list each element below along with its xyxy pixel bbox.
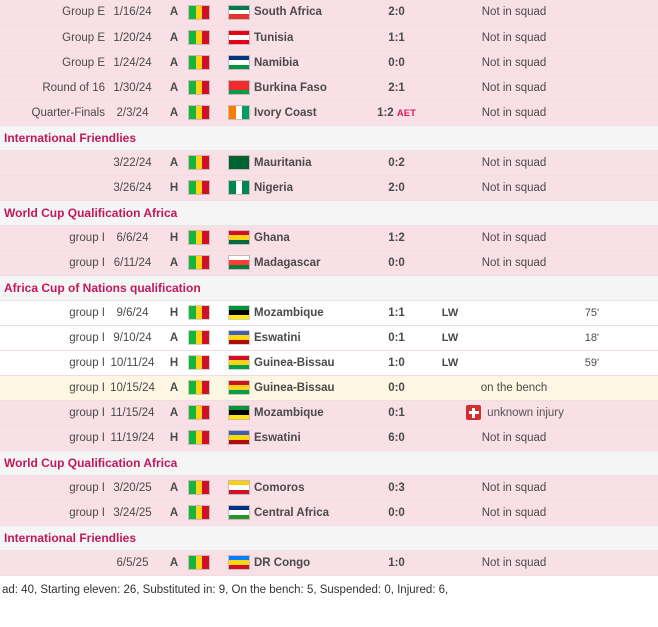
- opponent-flag-cell: [228, 100, 254, 125]
- table-row[interactable]: [0, 250, 658, 275]
- stat-cell-n1: [471, 300, 493, 325]
- madagascar-flag: [228, 255, 250, 270]
- competition-cell: group I: [0, 300, 105, 325]
- competition-cell: group I: [0, 350, 105, 375]
- date-cell: 1/30/24: [105, 75, 160, 100]
- notes-cell: [599, 550, 658, 575]
- table-row[interactable]: [0, 0, 658, 25]
- opponent-flag-cell: [228, 0, 254, 25]
- mali-flag: [188, 30, 210, 45]
- result-cell[interactable]: [364, 400, 429, 425]
- date-cell: 3/22/24: [105, 150, 160, 175]
- date-cell: 3/20/25: [105, 475, 160, 500]
- table-row[interactable]: [0, 375, 658, 400]
- opponent-flag-cell: [228, 400, 254, 425]
- result-score: 1:2: [377, 106, 394, 119]
- opponent-flag-cell: [228, 475, 254, 500]
- home-away-cell: A: [160, 0, 188, 25]
- mali-flag: [188, 430, 210, 445]
- opponent-link[interactable]: South Africa: [254, 0, 364, 25]
- table-row[interactable]: [0, 300, 658, 325]
- home-away-cell: A: [160, 400, 188, 425]
- result-cell[interactable]: [364, 250, 429, 275]
- home-away-cell: A: [160, 25, 188, 50]
- competition-cell: group I: [0, 475, 105, 500]
- table-row[interactable]: [0, 75, 658, 100]
- opponent-link[interactable]: Central Africa: [254, 500, 364, 525]
- result-cell[interactable]: [364, 150, 429, 175]
- date-cell: 6/5/25: [105, 550, 160, 575]
- mali-flag: [188, 105, 210, 120]
- notes-cell: [599, 250, 658, 275]
- table-row[interactable]: [0, 550, 658, 575]
- mali-flag: [188, 80, 210, 95]
- opponent-link[interactable]: Nigeria: [254, 175, 364, 200]
- result-score: 1:1: [388, 31, 405, 44]
- team-flag-cell: [188, 150, 228, 175]
- competition-cell: Group E: [0, 25, 105, 50]
- home-away-cell: H: [160, 350, 188, 375]
- notes-cell: [599, 425, 658, 450]
- date-cell: 10/11/24: [105, 350, 160, 375]
- competition-cell: group I: [0, 500, 105, 525]
- team-flag-cell: [188, 250, 228, 275]
- status-note-cell: Not in squad: [429, 75, 599, 100]
- competition-section-header: [0, 125, 658, 150]
- home-away-cell: A: [160, 75, 188, 100]
- mozambique-flag: [228, 305, 250, 320]
- team-flag-cell: [188, 325, 228, 350]
- status-note-cell: Not in squad: [429, 150, 599, 175]
- result-cell[interactable]: [364, 325, 429, 350]
- status-note-cell: Not in squad: [429, 500, 599, 525]
- result-score: 1:0: [388, 556, 405, 569]
- team-flag-cell: [188, 550, 228, 575]
- home-away-cell: H: [160, 425, 188, 450]
- competition-cell: group I: [0, 325, 105, 350]
- notes-cell: [599, 75, 658, 100]
- nigeria-flag: [228, 180, 250, 195]
- position-cell: LW: [429, 350, 471, 375]
- result-cell[interactable]: [364, 175, 429, 200]
- status-note-cell: Not in squad: [429, 250, 599, 275]
- date-cell: 1/24/24: [105, 50, 160, 75]
- status-note-cell: Not in squad: [429, 225, 599, 250]
- stat-cell-n3: [515, 325, 537, 350]
- summary-text: ad: 40, Starting eleven: 26, Substituted in: 9, On the bench: 5, Suspended: 0, Injured: 6,: [2, 583, 449, 596]
- status-note-cell: on the bench: [429, 375, 599, 400]
- table-row[interactable]: [0, 100, 658, 125]
- opponent-link[interactable]: Eswatini: [254, 325, 364, 350]
- burkina-faso-flag: [228, 80, 250, 95]
- result-score: 0:1: [388, 406, 405, 419]
- result-score: 2:0: [388, 6, 405, 19]
- date-cell: 9/6/24: [105, 300, 160, 325]
- result-cell[interactable]: [364, 225, 429, 250]
- home-away-cell: H: [160, 225, 188, 250]
- guinea-bissau-flag: [228, 355, 250, 370]
- comoros-flag: [228, 480, 250, 495]
- notes-cell: [599, 500, 658, 525]
- result-score: 2:0: [388, 181, 405, 194]
- status-note-cell: Not in squad: [429, 175, 599, 200]
- ivory-coast-flag: [228, 105, 250, 120]
- date-cell: 11/19/24: [105, 425, 160, 450]
- opponent-link[interactable]: Burkina Faso: [254, 75, 364, 100]
- opponent-flag-cell: [228, 300, 254, 325]
- table-row[interactable]: [0, 175, 658, 200]
- opponent-flag-cell: [228, 225, 254, 250]
- home-away-cell: A: [160, 550, 188, 575]
- status-note-cell: Not in squad: [429, 550, 599, 575]
- opponent-flag-cell: [228, 500, 254, 525]
- table-row[interactable]: [0, 25, 658, 50]
- stat-cell-n3: [515, 300, 537, 325]
- section-label: World Cup Qualification Africa: [0, 450, 658, 475]
- result-score: 0:0: [388, 256, 405, 269]
- position-cell: LW: [429, 300, 471, 325]
- team-flag-cell: [188, 50, 228, 75]
- notes-cell: [599, 225, 658, 250]
- home-away-cell: A: [160, 100, 188, 125]
- stat-cell-n4: [537, 325, 559, 350]
- competition-cell: group I: [0, 250, 105, 275]
- team-flag-cell: [188, 25, 228, 50]
- stat-cell-n3: [515, 350, 537, 375]
- table-row[interactable]: [0, 50, 658, 75]
- injury-icon: [466, 405, 481, 420]
- stat-cell-n4: [537, 300, 559, 325]
- date-cell: 1/20/24: [105, 25, 160, 50]
- opponent-link[interactable]: Mozambique: [254, 300, 364, 325]
- opponent-link[interactable]: Mauritania: [254, 150, 364, 175]
- dr-congo-flag: [228, 555, 250, 570]
- tunisia-flag: [228, 30, 250, 45]
- opponent-link[interactable]: Guinea-Bissau: [254, 375, 364, 400]
- eswatini-flag: [228, 430, 250, 445]
- notes-cell: [599, 50, 658, 75]
- notes-cell: [599, 0, 658, 25]
- table-row[interactable]: [0, 350, 658, 375]
- team-flag-cell: [188, 350, 228, 375]
- opponent-flag-cell: [228, 550, 254, 575]
- opponent-flag-cell: [228, 75, 254, 100]
- home-away-cell: A: [160, 150, 188, 175]
- competition-section-header: [0, 275, 658, 300]
- date-cell: 10/15/24: [105, 375, 160, 400]
- notes-cell: [599, 175, 658, 200]
- mali-flag: [188, 5, 210, 20]
- result-cell[interactable]: [364, 375, 429, 400]
- notes-cell: [599, 475, 658, 500]
- opponent-flag-cell: [228, 25, 254, 50]
- competition-section-header: [0, 525, 658, 550]
- section-label: Africa Cup of Nations qualification: [0, 275, 658, 300]
- notes-cell: [599, 150, 658, 175]
- section-label: World Cup Qualification Africa: [0, 200, 658, 225]
- section-label: International Friendlies: [0, 125, 658, 150]
- position-cell: LW: [429, 325, 471, 350]
- result-score: 2:1: [388, 81, 405, 94]
- result-score: 0:3: [388, 481, 405, 494]
- team-flag-cell: [188, 175, 228, 200]
- result-score: 0:0: [388, 381, 405, 394]
- result-score: 1:1: [388, 306, 405, 319]
- home-away-cell: A: [160, 250, 188, 275]
- mali-flag: [188, 155, 210, 170]
- mali-flag: [188, 555, 210, 570]
- team-flag-cell: [188, 375, 228, 400]
- mali-flag: [188, 305, 210, 320]
- table-row[interactable]: [0, 225, 658, 250]
- competition-cell: group I: [0, 375, 105, 400]
- result-suffix: AET: [396, 107, 416, 119]
- notes-cell: [599, 400, 658, 425]
- competition-cell: [0, 175, 105, 200]
- mali-flag: [188, 55, 210, 70]
- date-cell: 3/26/24: [105, 175, 160, 200]
- stat-cell-n1: [471, 350, 493, 375]
- team-flag-cell: [188, 475, 228, 500]
- result-cell[interactable]: [364, 500, 429, 525]
- south-africa-flag: [228, 5, 250, 20]
- opponent-flag-cell: [228, 325, 254, 350]
- table-row[interactable]: [0, 400, 658, 425]
- team-flag-cell: [188, 500, 228, 525]
- result-cell[interactable]: [364, 75, 429, 100]
- result-cell[interactable]: [364, 425, 429, 450]
- date-cell: 11/15/24: [105, 400, 160, 425]
- result-cell[interactable]: [364, 50, 429, 75]
- minutes-cell: 75': [559, 300, 599, 325]
- opponent-link[interactable]: Guinea-Bissau: [254, 350, 364, 375]
- competition-cell: group I: [0, 225, 105, 250]
- result-cell[interactable]: [364, 350, 429, 375]
- opponent-flag-cell: [228, 150, 254, 175]
- result-cell[interactable]: [364, 475, 429, 500]
- opponent-link[interactable]: Eswatini: [254, 425, 364, 450]
- home-away-cell: A: [160, 50, 188, 75]
- team-flag-cell: [188, 100, 228, 125]
- guinea-bissau-flag: [228, 380, 250, 395]
- home-away-cell: H: [160, 300, 188, 325]
- stat-cell-n4: [537, 350, 559, 375]
- status-note-cell: Not in squad: [429, 475, 599, 500]
- team-flag-cell: [188, 425, 228, 450]
- result-score: 0:0: [388, 56, 405, 69]
- status-note-cell: Not in squad: [429, 100, 599, 125]
- competition-cell: Group E: [0, 50, 105, 75]
- date-cell: 6/11/24: [105, 250, 160, 275]
- opponent-link[interactable]: Tunisia: [254, 25, 364, 50]
- opponent-flag-cell: [228, 250, 254, 275]
- mali-flag: [188, 380, 210, 395]
- competition-section-header: [0, 200, 658, 225]
- mali-flag: [188, 505, 210, 520]
- stat-cell-n1: [471, 325, 493, 350]
- table-row[interactable]: [0, 325, 658, 350]
- mali-flag: [188, 180, 210, 195]
- date-cell: 1/16/24: [105, 0, 160, 25]
- eswatini-flag: [228, 330, 250, 345]
- minutes-cell: 18': [559, 325, 599, 350]
- result-score: 1:2: [388, 231, 405, 244]
- result-cell[interactable]: [364, 0, 429, 25]
- opponent-flag-cell: [228, 425, 254, 450]
- notes-cell: [599, 100, 658, 125]
- mali-flag: [188, 230, 210, 245]
- section-label: International Friendlies: [0, 525, 658, 550]
- mali-flag: [188, 480, 210, 495]
- competition-cell: [0, 150, 105, 175]
- opponent-flag-cell: [228, 350, 254, 375]
- opponent-link[interactable]: Ivory Coast: [254, 100, 364, 125]
- opponent-link[interactable]: DR Congo: [254, 550, 364, 575]
- opponent-flag-cell: [228, 175, 254, 200]
- table-row[interactable]: [0, 425, 658, 450]
- home-away-cell: H: [160, 175, 188, 200]
- result-score: 0:2: [388, 156, 405, 169]
- mauritania-flag: [228, 155, 250, 170]
- date-cell: 9/10/24: [105, 325, 160, 350]
- date-cell: 6/6/24: [105, 225, 160, 250]
- opponent-link[interactable]: Mozambique: [254, 400, 364, 425]
- competition-cell: Round of 16: [0, 75, 105, 100]
- notes-cell: [599, 25, 658, 50]
- home-away-cell: A: [160, 475, 188, 500]
- result-score: 0:0: [388, 506, 405, 519]
- date-cell: 2/3/24: [105, 100, 160, 125]
- result-cell[interactable]: [364, 550, 429, 575]
- team-flag-cell: [188, 75, 228, 100]
- competition-cell: Group E: [0, 0, 105, 25]
- notes-cell: [599, 375, 658, 400]
- table-row[interactable]: [0, 500, 658, 525]
- home-away-cell: A: [160, 500, 188, 525]
- central-africa-flag: [228, 505, 250, 520]
- result-score: 6:0: [388, 431, 405, 444]
- team-flag-cell: [188, 225, 228, 250]
- notes-cell: [599, 350, 658, 375]
- namibia-flag: [228, 55, 250, 70]
- injury-note-text: unknown injury: [487, 406, 564, 419]
- competition-cell: group I: [0, 400, 105, 425]
- status-note-cell: Not in squad: [429, 0, 599, 25]
- result-score: 0:1: [388, 331, 405, 344]
- team-flag-cell: [188, 400, 228, 425]
- result-cell[interactable]: [364, 25, 429, 50]
- stat-cell-n2: [493, 300, 515, 325]
- competition-cell: Quarter-Finals: [0, 100, 105, 125]
- notes-cell: [599, 325, 658, 350]
- date-cell: 3/24/25: [105, 500, 160, 525]
- opponent-flag-cell: [228, 50, 254, 75]
- summary-footer: [0, 576, 658, 596]
- opponent-link[interactable]: Comoros: [254, 475, 364, 500]
- team-flag-cell: [188, 0, 228, 25]
- home-away-cell: A: [160, 375, 188, 400]
- opponent-link[interactable]: Ghana: [254, 225, 364, 250]
- opponent-link[interactable]: Namibia: [254, 50, 364, 75]
- table-row[interactable]: [0, 150, 658, 175]
- mali-flag: [188, 355, 210, 370]
- opponent-link[interactable]: Madagascar: [254, 250, 364, 275]
- mali-flag: [188, 255, 210, 270]
- status-note-cell: Not in squad: [429, 25, 599, 50]
- stat-cell-n2: [493, 350, 515, 375]
- status-note-cell: Not in squad: [429, 50, 599, 75]
- competition-section-header: [0, 450, 658, 475]
- status-note-cell: [429, 400, 599, 425]
- opponent-flag-cell: [228, 375, 254, 400]
- result-score: 1:0: [388, 356, 405, 369]
- stat-cell-n2: [493, 325, 515, 350]
- status-note-cell: Not in squad: [429, 425, 599, 450]
- competition-cell: [0, 550, 105, 575]
- result-cell[interactable]: [364, 100, 429, 125]
- result-cell[interactable]: [364, 300, 429, 325]
- notes-cell: [599, 300, 658, 325]
- mali-flag: [188, 330, 210, 345]
- table-row[interactable]: [0, 475, 658, 500]
- ghana-flag: [228, 230, 250, 245]
- team-flag-cell: [188, 300, 228, 325]
- mali-flag: [188, 405, 210, 420]
- home-away-cell: A: [160, 325, 188, 350]
- mozambique-flag: [228, 405, 250, 420]
- minutes-cell: 59': [559, 350, 599, 375]
- competition-cell: group I: [0, 425, 105, 450]
